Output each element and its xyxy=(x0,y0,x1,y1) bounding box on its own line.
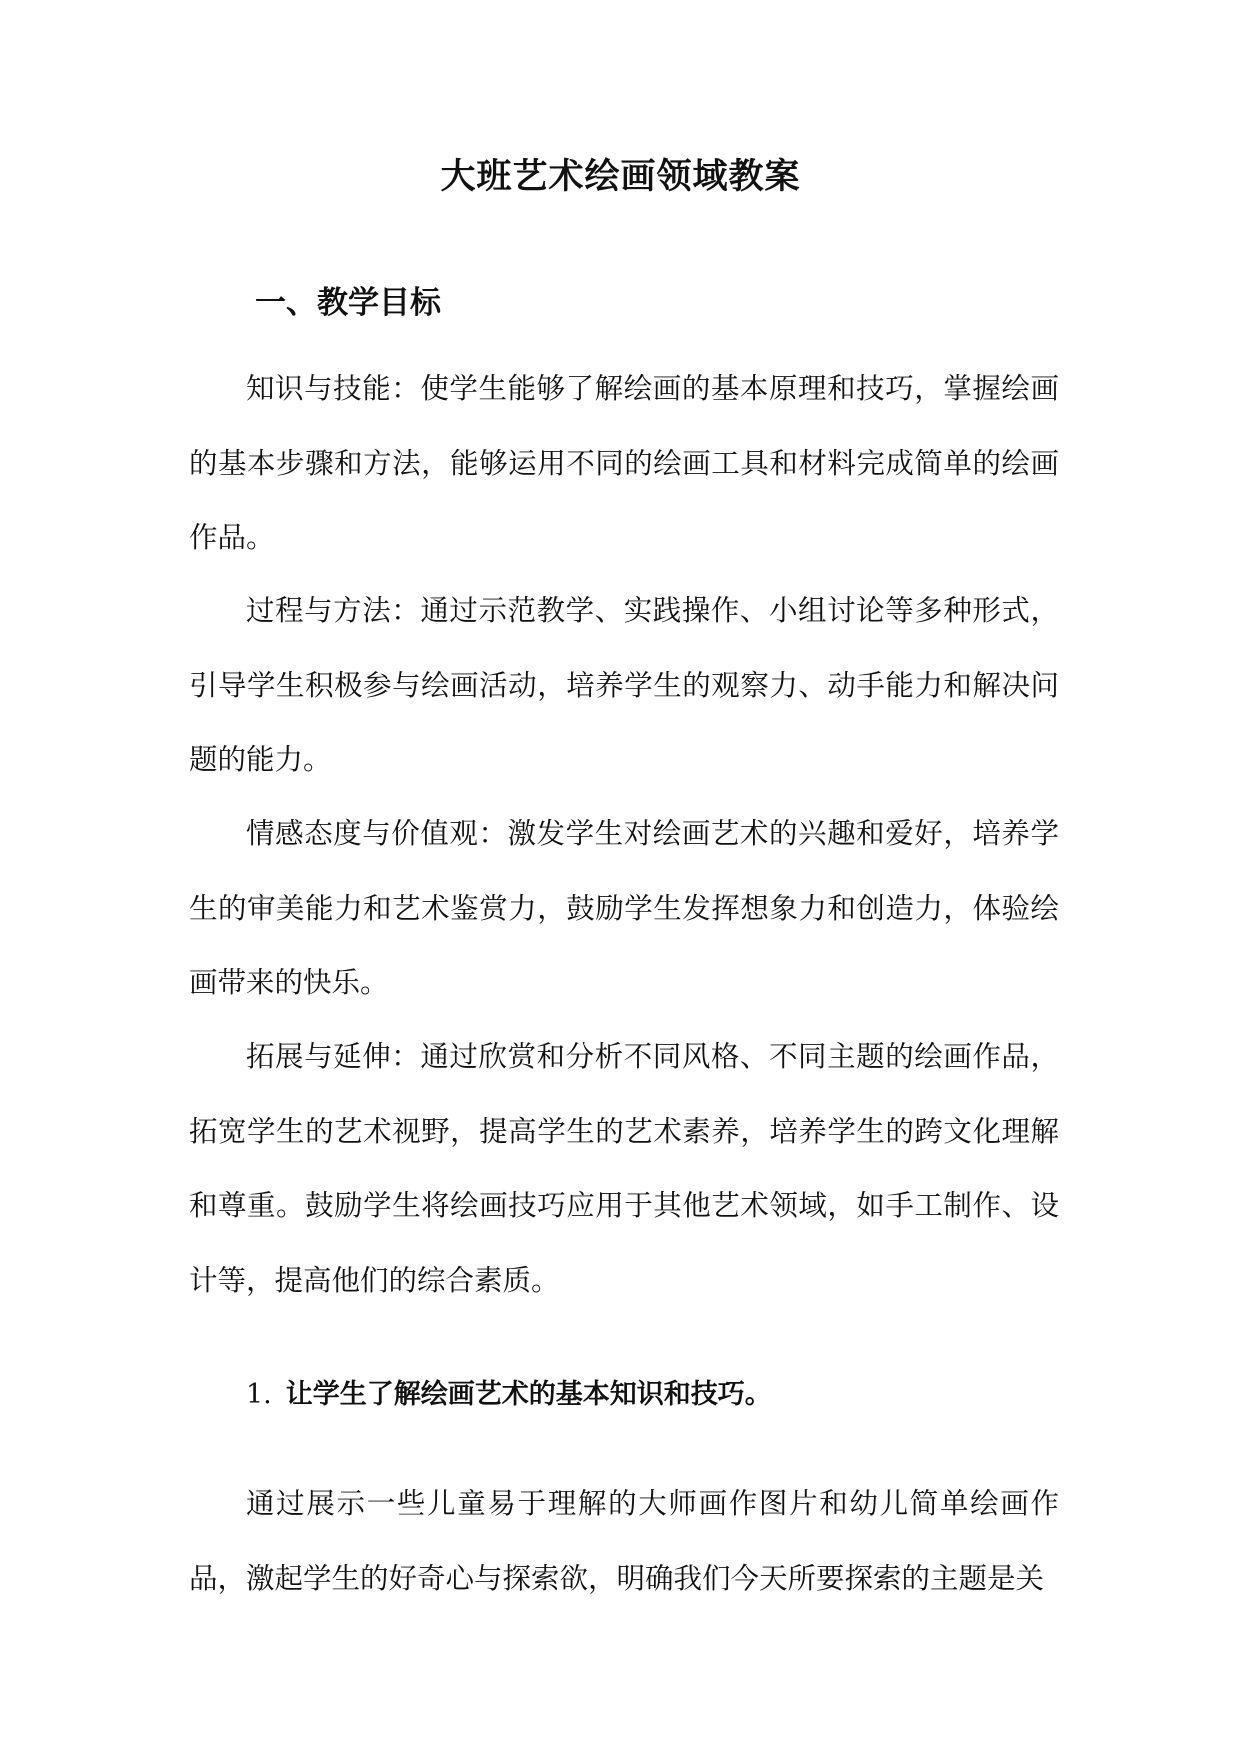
paragraph-subsection-body: 通过展示一些儿童易于理解的大师画作图片和幼儿简单绘画作品，激起学生的好奇心与探索欲，明确我们今天所要探索的主题是关 xyxy=(189,1487,1059,1595)
section-heading-teaching-goals: 一、教学目标 xyxy=(255,285,441,321)
subsection-heading-text: 让学生了解绘画艺术的基本知识和技巧。 xyxy=(285,1379,772,1410)
paragraph-knowledge-skills: 知识与技能：使学生能够了解绘画的基本原理和技巧，掌握绘画的基本步骤和方法，能够运用不同的绘画工具和材料完成简单的绘画作品。 xyxy=(189,372,1059,554)
document-title: 大班艺术绘画领域教案 xyxy=(440,156,801,197)
paragraph-process-methods: 过程与方法：通过示范教学、实践操作、小组讨论等多种形式，引导学生积极参与绘画活动，培养学生的观察力、动手能力和解决问题的能力。 xyxy=(189,594,1059,776)
subsection-heading xyxy=(246,1375,772,1415)
subsection-number: 1. xyxy=(246,1379,272,1410)
paragraph-emotion-values: 情感态度与价值观：激发学生对绘画艺术的兴趣和爱好，培养学生的审美能力和艺术鉴赏力，鼓励学生发挥想象力和创造力，体验绘画带来的快乐。 xyxy=(189,817,1059,999)
paragraph-extension: 拓展与延伸：通过欣赏和分析不同风格、不同主题的绘画作品，拓宽学生的艺术视野，提高学生的艺术素养，培养学生的跨文化理解和尊重。鼓励学生将绘画技巧应用于其他艺术领域，如手工制作、设计等，提高他们的综合素质。 xyxy=(189,1040,1059,1297)
